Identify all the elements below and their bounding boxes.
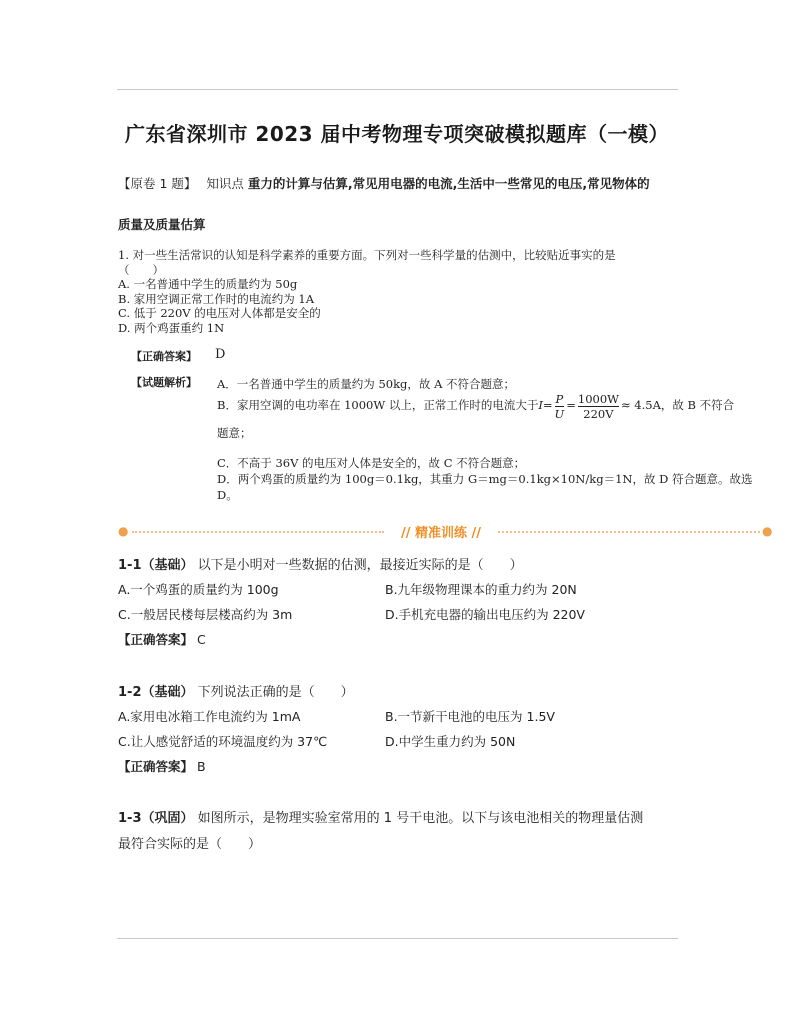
banner-dot-icon: ● [762,524,773,538]
practice-1-3-stem-cont: 最符合实际的是（ ） [118,837,262,852]
analysis-label: 【试题解析】 [131,376,197,389]
knowledge-line [118,174,650,192]
original-option-d: D. 两个鸡蛋重约 1N [118,321,225,335]
original-question-paren: （ ） [118,263,164,277]
footer-rule [117,938,678,939]
practice-1-1-option-d: D.手机充电器的输出电压约为 220V [385,607,585,622]
knowledge-label: 知识点 [206,176,244,191]
banner-slash-icon: // [400,526,411,541]
practice-1-1-option-a: A.一个鸡蛋的质量约为 100g [118,582,279,597]
answer-label: 【正确答案】 [131,350,197,363]
analysis-a: A．一名普通中学生的质量约为 50kg，故 A 不符合题意； [217,377,516,391]
knowledge-points: 重力的计算与估算,常见用电器的电流,生活中一些常见的电压,常见物体的 [247,176,650,191]
knowledge-points-cont: 质量及质量估算 [118,217,206,232]
practice-1-3-stem: 1-3（巩固） 如图所示，是物理实验室常用的 1 号干电池。以下与该电池相关的物理量估测 [118,811,644,826]
practice-1-2-answer: 【正确答案】 B [118,759,206,774]
analysis-b-tail: 题意； [217,426,252,440]
banner-line-left [132,531,384,533]
analysis-b: B．家用空调的电功率在 1000W 以上，正常工作时的电流大于I= $\frac{P}{U}$ = $\frac{1000W}{220V}$ ≈ 4.5A，故 B 不符合 [217,391,735,421]
page-title: 广东省深圳市 2023 届中考物理专项突破模拟题库（一模） [124,122,670,146]
practice-1-1-option-c: C.一般居民楼每层楼高约为 3m [118,607,293,622]
practice-1-2-option-c: C.让人感觉舒适的环境温度约为 37℃ [118,734,328,749]
banner-dot-icon: ● [118,524,129,538]
question-source-tag: 【原卷 1 题】 [118,176,197,191]
section-banner [118,524,774,541]
original-option-a: A. 一名普通中学生的质量约为 50g [118,277,298,291]
original-option-c: C. 低于 220V 的电压对人体都是安全的 [118,306,321,320]
banner-line-right [498,531,760,533]
practice-1-2-option-b: B.一节新干电池的电压为 1.5V [385,709,555,724]
fraction-1000w-over-220v: $\frac{1000W}{220V}$ [577,391,619,421]
practice-1-1-answer: 【正确答案】 C [118,632,206,647]
practice-1-2-stem: 1-2（基础） 下列说法正确的是（ ） [118,685,354,700]
banner-title: // 精准训练 // [400,526,482,541]
fraction-p-over-u: $\frac{P}{U}$ [554,391,565,421]
answer-value: D [215,347,226,362]
analysis-d: D．两个鸡蛋的质量约为 100g＝0.1kg，其重力 G＝mg＝0.1kg×10N/kg＝1N，故 D 符合题意。故选 [217,472,753,486]
header-rule [117,89,678,90]
original-question-stem: 1. 对一些生活常识的认知是科学素养的重要方面。下列对一些科学量的估测中，比较贴近事实的是 [118,248,616,262]
analysis-d-cont: D。 [217,488,238,502]
practice-1-1-option-b: B.九年级物理课本的重力约为 20N [385,582,577,597]
original-option-b: B. 家用空调正常工作时的电流约为 1A [118,292,315,306]
banner-slash-icon: // [471,526,482,541]
practice-1-1-stem: 1-1（基础） 以下是小明对一些数据的估测，最接近实际的是（ ） [118,558,523,573]
practice-1-2-option-a: A.家用电冰箱工作电流约为 1mA [118,709,301,724]
practice-1-2-option-d: D.中学生重力约为 50N [385,734,516,749]
analysis-c: C．不高于 36V 的电压对人体是安全的，故 C 不符合题意； [217,456,526,470]
